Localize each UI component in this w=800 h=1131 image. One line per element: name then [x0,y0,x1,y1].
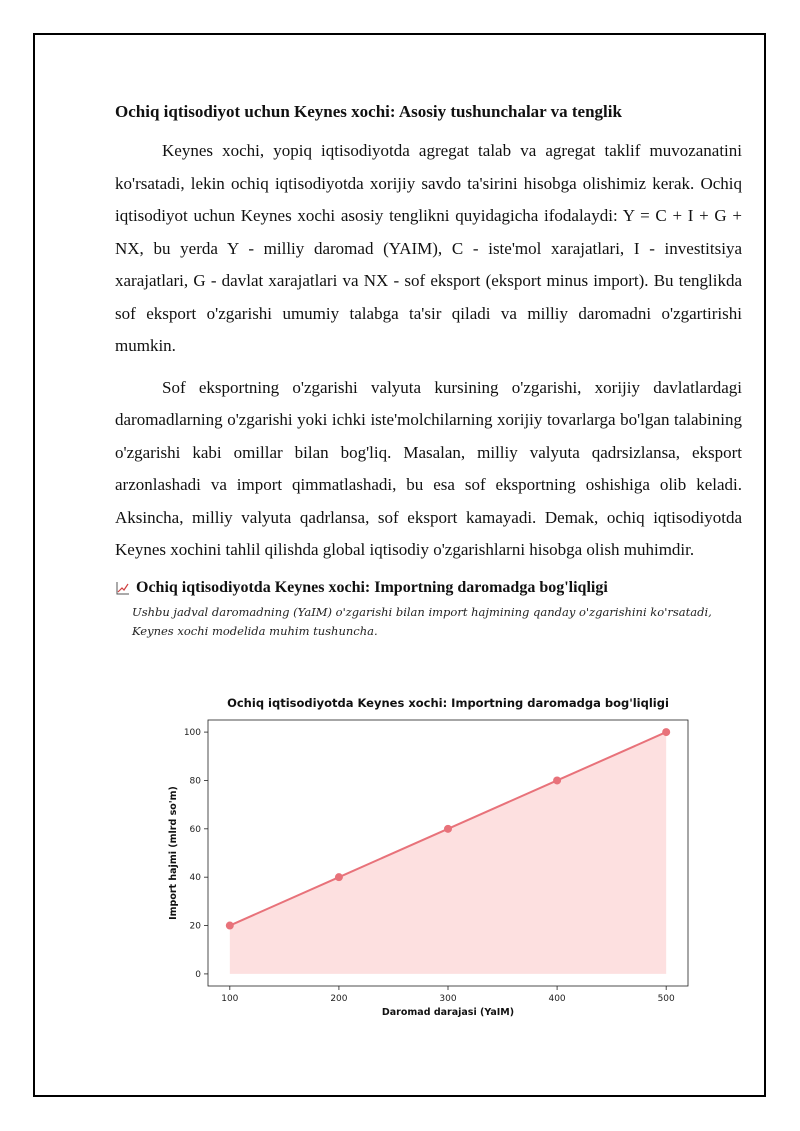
y-tick-label: 100 [183,728,201,739]
y-tick-label: 60 [189,824,201,835]
data-point [444,825,452,833]
figure-caption: Ushbu jadval daromadning (YaIM) o'zgarishi bilan import hajmining qanday o'zgarishini ko'rsatadi, Keynes xochi modelida muhim tushuncha. [132,604,712,638]
x-tick-label: 500 [657,994,675,1004]
chart-svg [160,688,700,1018]
document-body [115,100,742,641]
x-tick-label: 300 [439,994,457,1004]
y-tick-label: 40 [189,873,201,884]
data-point [662,728,670,736]
paragraph-2: Sof eksportning o'zgarishi valyuta kursining o'zgarishi, xorijiy davlatlardagi daromadlarning o'zgarishi yoki ichki iste'molchilarning xorijiy tovarlarga bo'lgan talabining o'zgarishi kabi omillar bilan bog'liq. Masalan, milliy valyuta qadrsizlansa, eksport arzonlashadi va import qimmatlashadi, bu esa sof eksportning oshishiga olib keladi. Aksincha, milliy valyuta qadrlansa, sof eksport kamayadi. Demak, ochiq iqtisodiyotda Keynes xochini tahlil qilishda global iqtisodiy o'zgarishlarni hisobga olish muhimdir. [115,377,742,559]
figure-title: Ochiq iqtisodiyotda Keynes xochi: Importning daromadga bog'liqligi [136,578,608,596]
chart-increasing-icon [116,581,130,595]
x-tick-label: 400 [548,994,566,1004]
x-tick-label: 100 [221,994,239,1004]
x-tick-label: 200 [330,994,348,1004]
data-point [335,873,343,881]
document-title: Ochiq iqtisodiyot uchun Keynes xochi: Asosiy tushunchalar va tenglik [115,102,622,121]
import-income-chart [160,688,700,1018]
paragraph-1: Keynes xochi, yopiq iqtisodiyotda agregat talab va agregat taklif muvozanatini ko'rsatadi, lekin ochiq iqtisodiyotda xorijiy savdo ta'sirini hisobga olishimiz kerak. Ochiq iqtisodiyot uchun Keynes xochi asosiy tenglikni quyidagicha ifodalaydi: Y = C + I + G + NX, bu yerda Y - milliy daromad (YAIM), C - iste'mol xarajatlari, I - investitsiya xarajatlari, G - davlat xarajatlari va NX - sof eksport (eksport minus import). Bu tenglikda sof eksport o'zgarishi umumiy talabga ta'sir qiladi va milliy daromadni o'zgartirishi mumkin. [115,141,742,355]
chart-title: Ochiq iqtisodiyotda Keynes xochi: Importning daromadga bog'liqligi [227,696,669,710]
y-tick-label: 80 [189,776,201,787]
data-point [226,922,234,930]
x-axis-label: Daromad darajasi (YaIM) [381,1007,515,1018]
y-axis-label: Import hajmi (mlrd so'm) [168,786,179,920]
area-fill [230,732,666,974]
y-tick-label: 0 [195,969,201,980]
data-point [553,776,561,784]
y-tick-label: 20 [189,921,201,932]
figure-heading [115,576,742,600]
